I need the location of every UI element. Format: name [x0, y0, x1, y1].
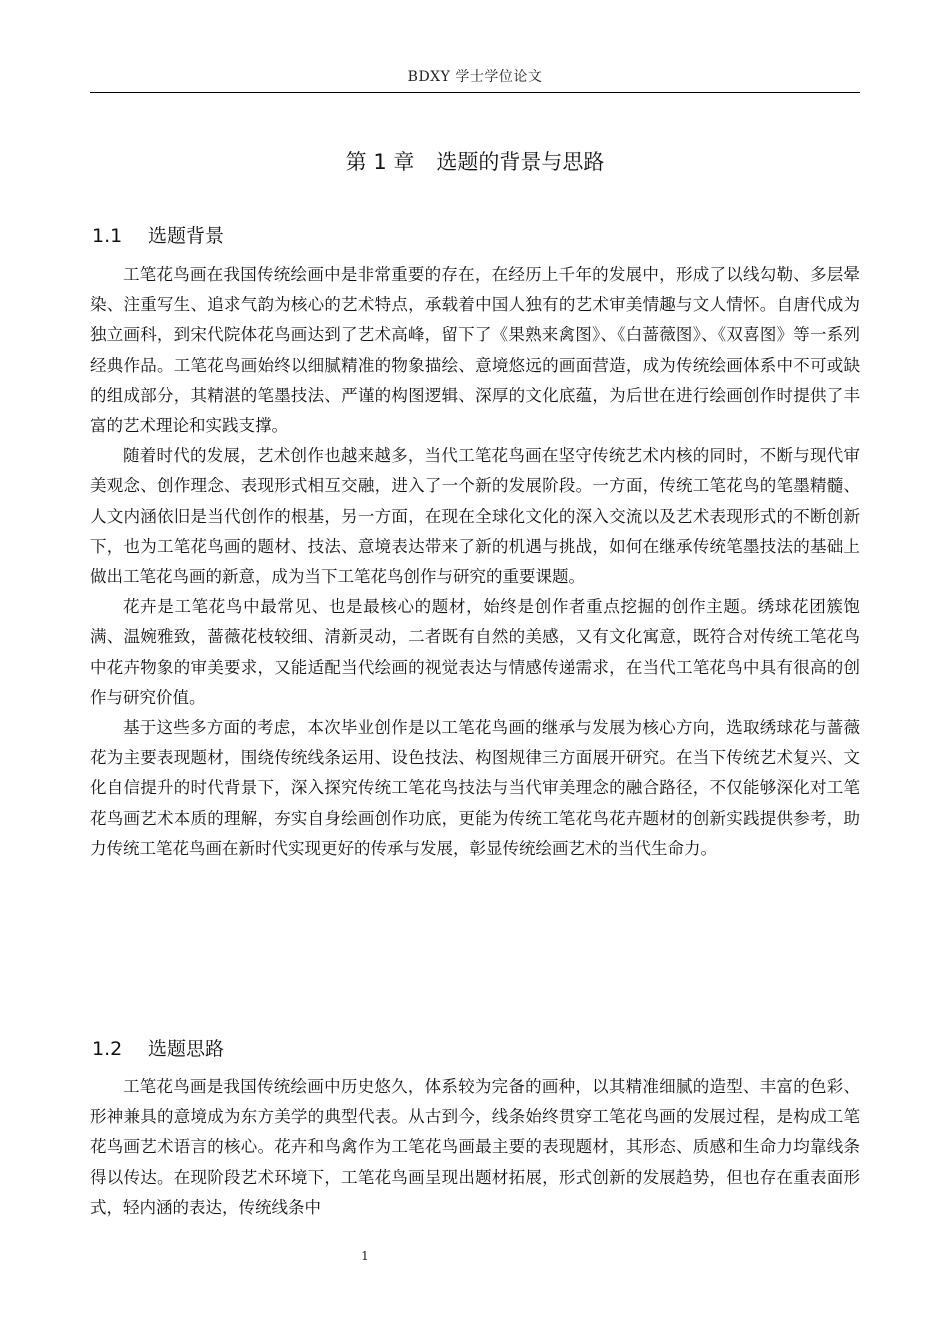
chapter-number: 第 1 章: [345, 150, 415, 174]
section-title: 选题思路: [148, 1038, 225, 1060]
section-number: 1.2: [92, 1038, 123, 1060]
header-rule: [90, 92, 860, 93]
section-number: 1.1: [92, 225, 123, 247]
paragraph: 工笔花鸟画在我国传统绘画中是非常重要的存在，在经历上千年的发展中，形成了以线勾勒、多层晕染、注重写生、追求气韵为核心的艺术特点，承载着中国人独有的艺术审美情趣与文人情怀。自唐代成为独立画科，到宋代院体花鸟画达到了艺术高峰，留下了《果熟来禽图》、《白蔷薇图》、《双喜图》等一系列经典作品。工笔花鸟画始终以细腻精准的物象描绘、意境悠远的画面营造，成为传统绘画体系中不可或缺的组成部分，其精湛的笔墨技法、严谨的构图逻辑、深厚的文化底蕴，为后世在进行绘画创作时提供了丰富的艺术理论和实践支撑。: [90, 265, 860, 436]
section-1-2-body: [90, 1072, 860, 1223]
paragraph: 花卉是工笔花鸟中最常见、也是最核心的题材，始终是创作者重点挖掘的创作主题。绣球花团簇饱满、温婉雅致，蔷薇花枝较细、清新灵动，二者既有自然的美感，又有文化寓意，既符合对传统工笔花鸟中花卉物象的审美要求，又能适配当代绘画的视觉表达与情感传递需求，在当代工笔花鸟中具有很高的创作与研究价值。: [90, 597, 860, 707]
running-header: BDXY 学士学位论文: [407, 69, 543, 85]
section-1-1-body: [90, 260, 860, 864]
paragraph: 基于这些多方面的考虑，本次毕业创作是以工笔花鸟画的继承与发展为核心方向，选取绣球花与蔷薇花为主要表现题材，围绕传统线条运用、设色技法、构图规律三方面展开研究。在当下传统艺术复兴、文化自信提升的时代背景下，深入探究传统工笔花鸟技法与当代审美理念的融合路径，不仅能够深化对工笔花鸟画艺术本质的理解，夯实自身绘画创作功底，更能为传统工笔花鸟花卉题材的创新实践提供参考，助力传统工笔花鸟画在新时代实现更好的传承与发展，彰显传统绘画艺术的当代生命力。: [90, 718, 860, 858]
page-number: 1: [361, 1249, 369, 1263]
paragraph: 工笔花鸟画是我国传统绘画中历史悠久，体系较为完备的画种，以其精准细腻的造型、丰富的色彩、形神兼具的意境成为东方美学的典型代表。从古到今，线条始终贯穿工笔花鸟画的发展过程，是构成工笔花鸟画艺术语言的核心。花卉和鸟禽作为工笔花鸟画最主要的表现题材，其形态、质感和生命力均靠线条得以传达。在现阶段艺术环境下，工笔花鸟画呈现出题材拓展，形式创新的发展趋势，但也存在重表面形式，轻内涵的表达，传统线条中: [90, 1077, 860, 1217]
section-title: 选题背景: [148, 225, 225, 247]
section-heading-1-1: [92, 221, 224, 248]
chapter-title-text: 选题的背景与思路: [436, 150, 605, 174]
paragraph: 随着时代的发展，艺术创作也越来越多，当代工笔花鸟画在坚守传统艺术内核的同时，不断与现代审美观念、创作理念、表现形式相互交融，进入了一个新的发展阶段。一方面，传统工笔花鸟的笔墨精髓、人文内涵依旧是当代创作的根基，另一方面，在现在全球化文化的深入交流以及艺术表现形式的不断创新下，也为工笔花鸟画的题材、技法、意境表达带来了新的机遇与挑战，如何在继承传统笔墨技法的基础上做出工笔花鸟画的新意，成为当下工笔花鸟创作与研究的重要课题。: [90, 446, 860, 587]
chapter-title: [90, 146, 860, 176]
section-heading-1-2: [92, 1034, 224, 1061]
